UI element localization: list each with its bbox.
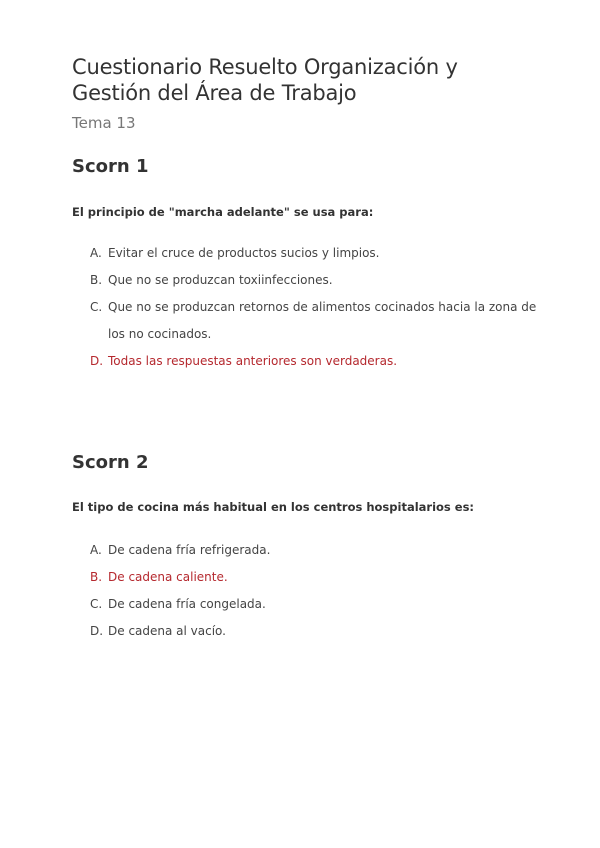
option-1a [90,240,546,267]
document-title: Cuestionario Resuelto Organización y Gestión del Área de Trabajo [72,55,458,105]
option-letter: D. [90,354,104,368]
section-title-scorn-1: Scorn 1 [72,156,149,177]
question-1: El principio de "marcha adelante" se usa para: [72,205,374,219]
option-2c [90,591,546,618]
question-2: El tipo de cocina más habitual en los centros hospitalarios es: [72,500,475,514]
option-2b-correct [90,564,546,591]
option-text: Que no se produzcan toxiinfecciones. [108,273,333,287]
option-text: Que no se produzcan retornos de alimentos cocinados hacia la zona de los no cocinados. [108,300,537,341]
option-1b [90,267,546,294]
option-letter: C. [90,597,103,611]
option-letter: A. [90,543,102,557]
document-subtitle: Tema 13 [72,114,136,132]
option-text: De cadena fría congelada. [108,597,266,611]
option-letter: A. [90,246,102,260]
option-letter: D. [90,624,104,638]
option-letter: C. [90,300,103,314]
options-list-2 [72,537,546,645]
options-list-1 [72,240,546,375]
option-text: Evitar el cruce de productos sucios y limpios. [108,246,380,260]
option-2a [90,537,546,564]
option-letter: B. [90,273,103,287]
option-2d [90,618,546,645]
option-text: De cadena al vacío. [108,624,226,638]
option-1c [90,294,546,348]
option-1d-correct [90,348,546,375]
option-text: Todas las respuestas anteriores son verdaderas. [108,354,398,368]
option-letter: B. [90,570,103,584]
option-text: De cadena fría refrigerada. [108,543,271,557]
section-title-scorn-2: Scorn 2 [72,452,149,473]
option-text: De cadena caliente. [108,570,228,584]
